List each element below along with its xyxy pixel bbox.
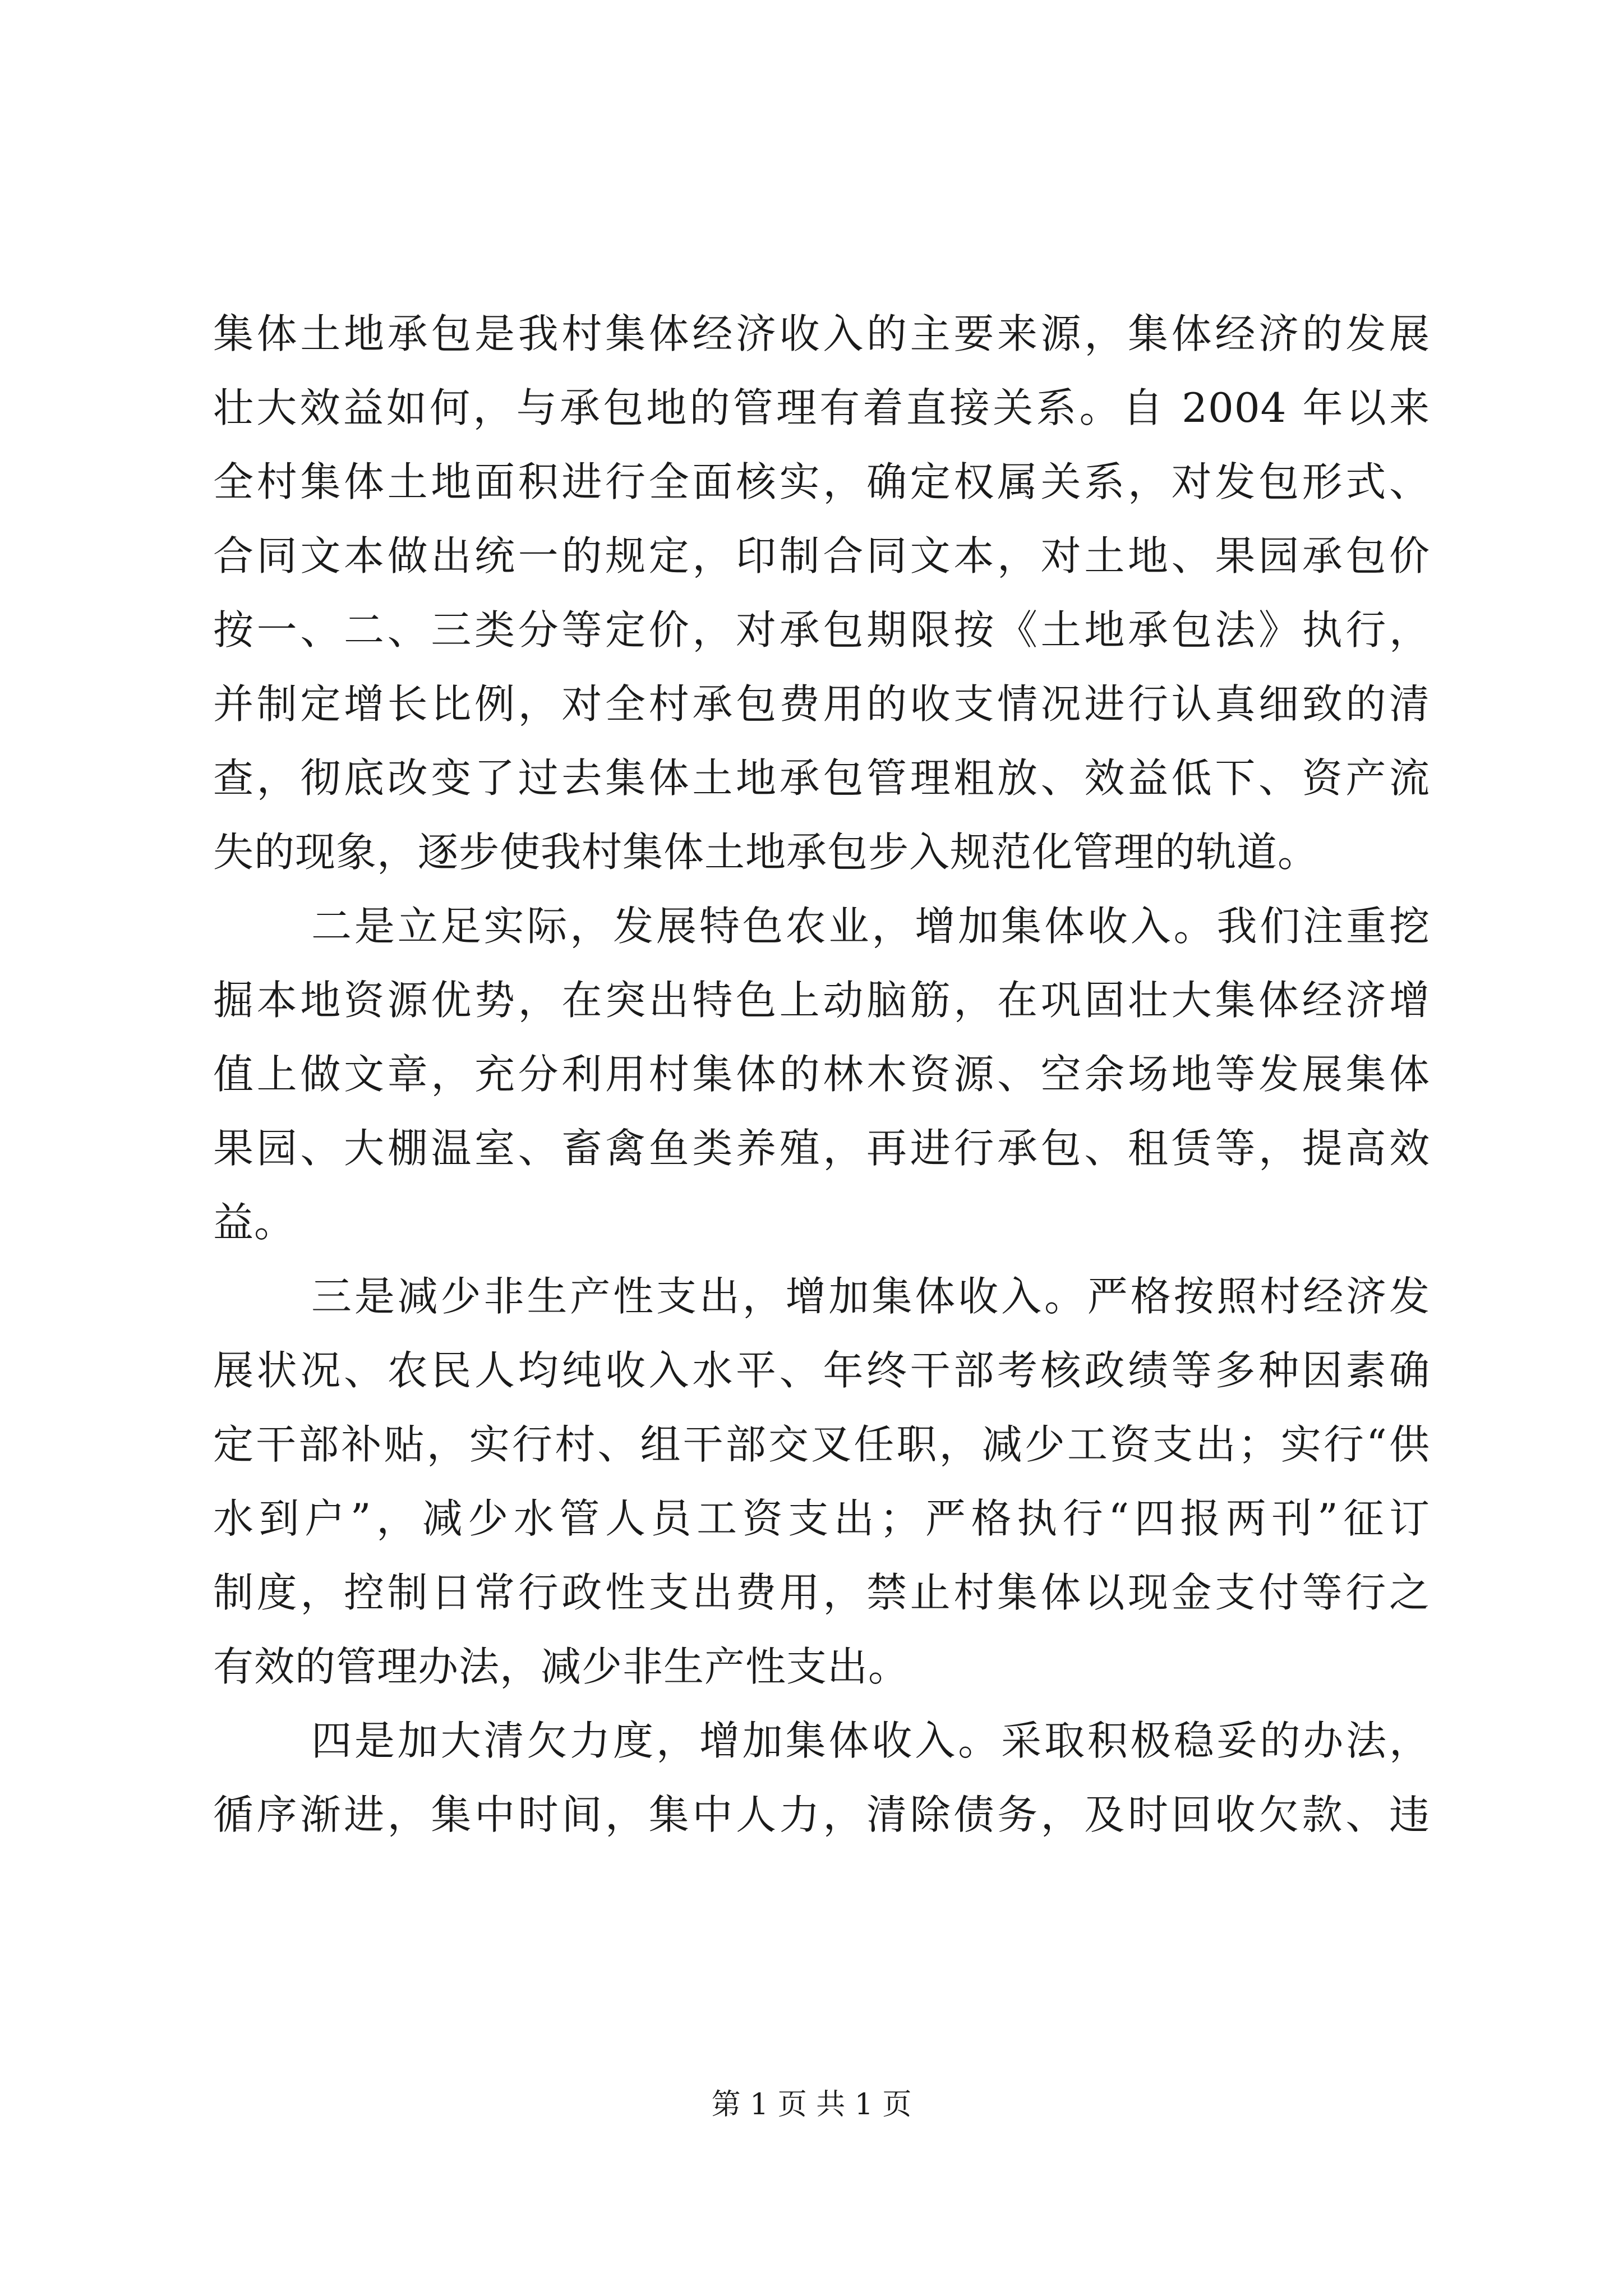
text-line: 查，彻底改变了过去集体土地承包管理粗放、效益低下、资产流 [213,754,1430,802]
text-line: 益。 [213,1199,296,1246]
text-line: 值上做文章，充分利用村集体的林木资源、空余场地等发展集体 [213,1051,1430,1098]
text-line: 按一、二、三类分等定价，对承包期限按《土地承包法》执行， [213,606,1430,654]
text-line: 失的现象，逐步使我村集体土地承包步入规范化管理的轨道。 [213,829,1319,876]
text-line: 掘本地资源优势，在突出特色上动脑筋，在巩固壮大集体经济增 [213,977,1430,1024]
text-line: 壮大效益如何，与承包地的管理有着直接关系。自 2004 年以来 [213,384,1430,431]
text-line: 制度，控制日常行政性支出费用，禁止村集体以现金支付等行之 [213,1569,1430,1616]
text-line: 合同文本做出统一的规定，印制合同文本，对土地、果园承包价 [213,532,1430,579]
paragraph-start-line: 二是立足实际，发展特色农业，增加集体收入。我们注重挖 [311,903,1430,950]
paragraph-start-line: 三是减少非生产性支出，增加集体收入。严格按照村经济发 [311,1273,1430,1320]
page-number-footer: 第 1 页 共 1 页 [711,2088,912,2122]
text-line: 定干部补贴，实行村、组干部交叉任职，减少工资支出；实行“供 [213,1421,1430,1468]
text-line: 全村集体土地面积进行全面核实，确定权属关系，对发包形式、 [213,458,1430,505]
text-line: 水到户”，减少水管人员工资支出；严格执行“四报两刊”征订 [213,1495,1430,1542]
text-line: 有效的管理办法，减少非生产性支出。 [213,1643,910,1690]
text-line: 并制定增长比例，对全村承包费用的收支情况进行认真细致的清 [213,680,1430,728]
text-line: 果园、大棚温室、畜禽鱼类养殖，再进行承包、租赁等，提高效 [213,1125,1430,1172]
text-line: 展状况、农民人均纯收入水平、年终干部考核政绩等多种因素确 [213,1347,1430,1394]
paragraph-start-line: 四是加大清欠力度，增加集体收入。采取积极稳妥的办法， [311,1717,1430,1764]
text-line: 集体土地承包是我村集体经济收入的主要来源，集体经济的发展 [213,310,1430,357]
text-line: 循序渐进，集中时间，集中人力，清除债务，及时回收欠款、违 [213,1791,1430,1838]
